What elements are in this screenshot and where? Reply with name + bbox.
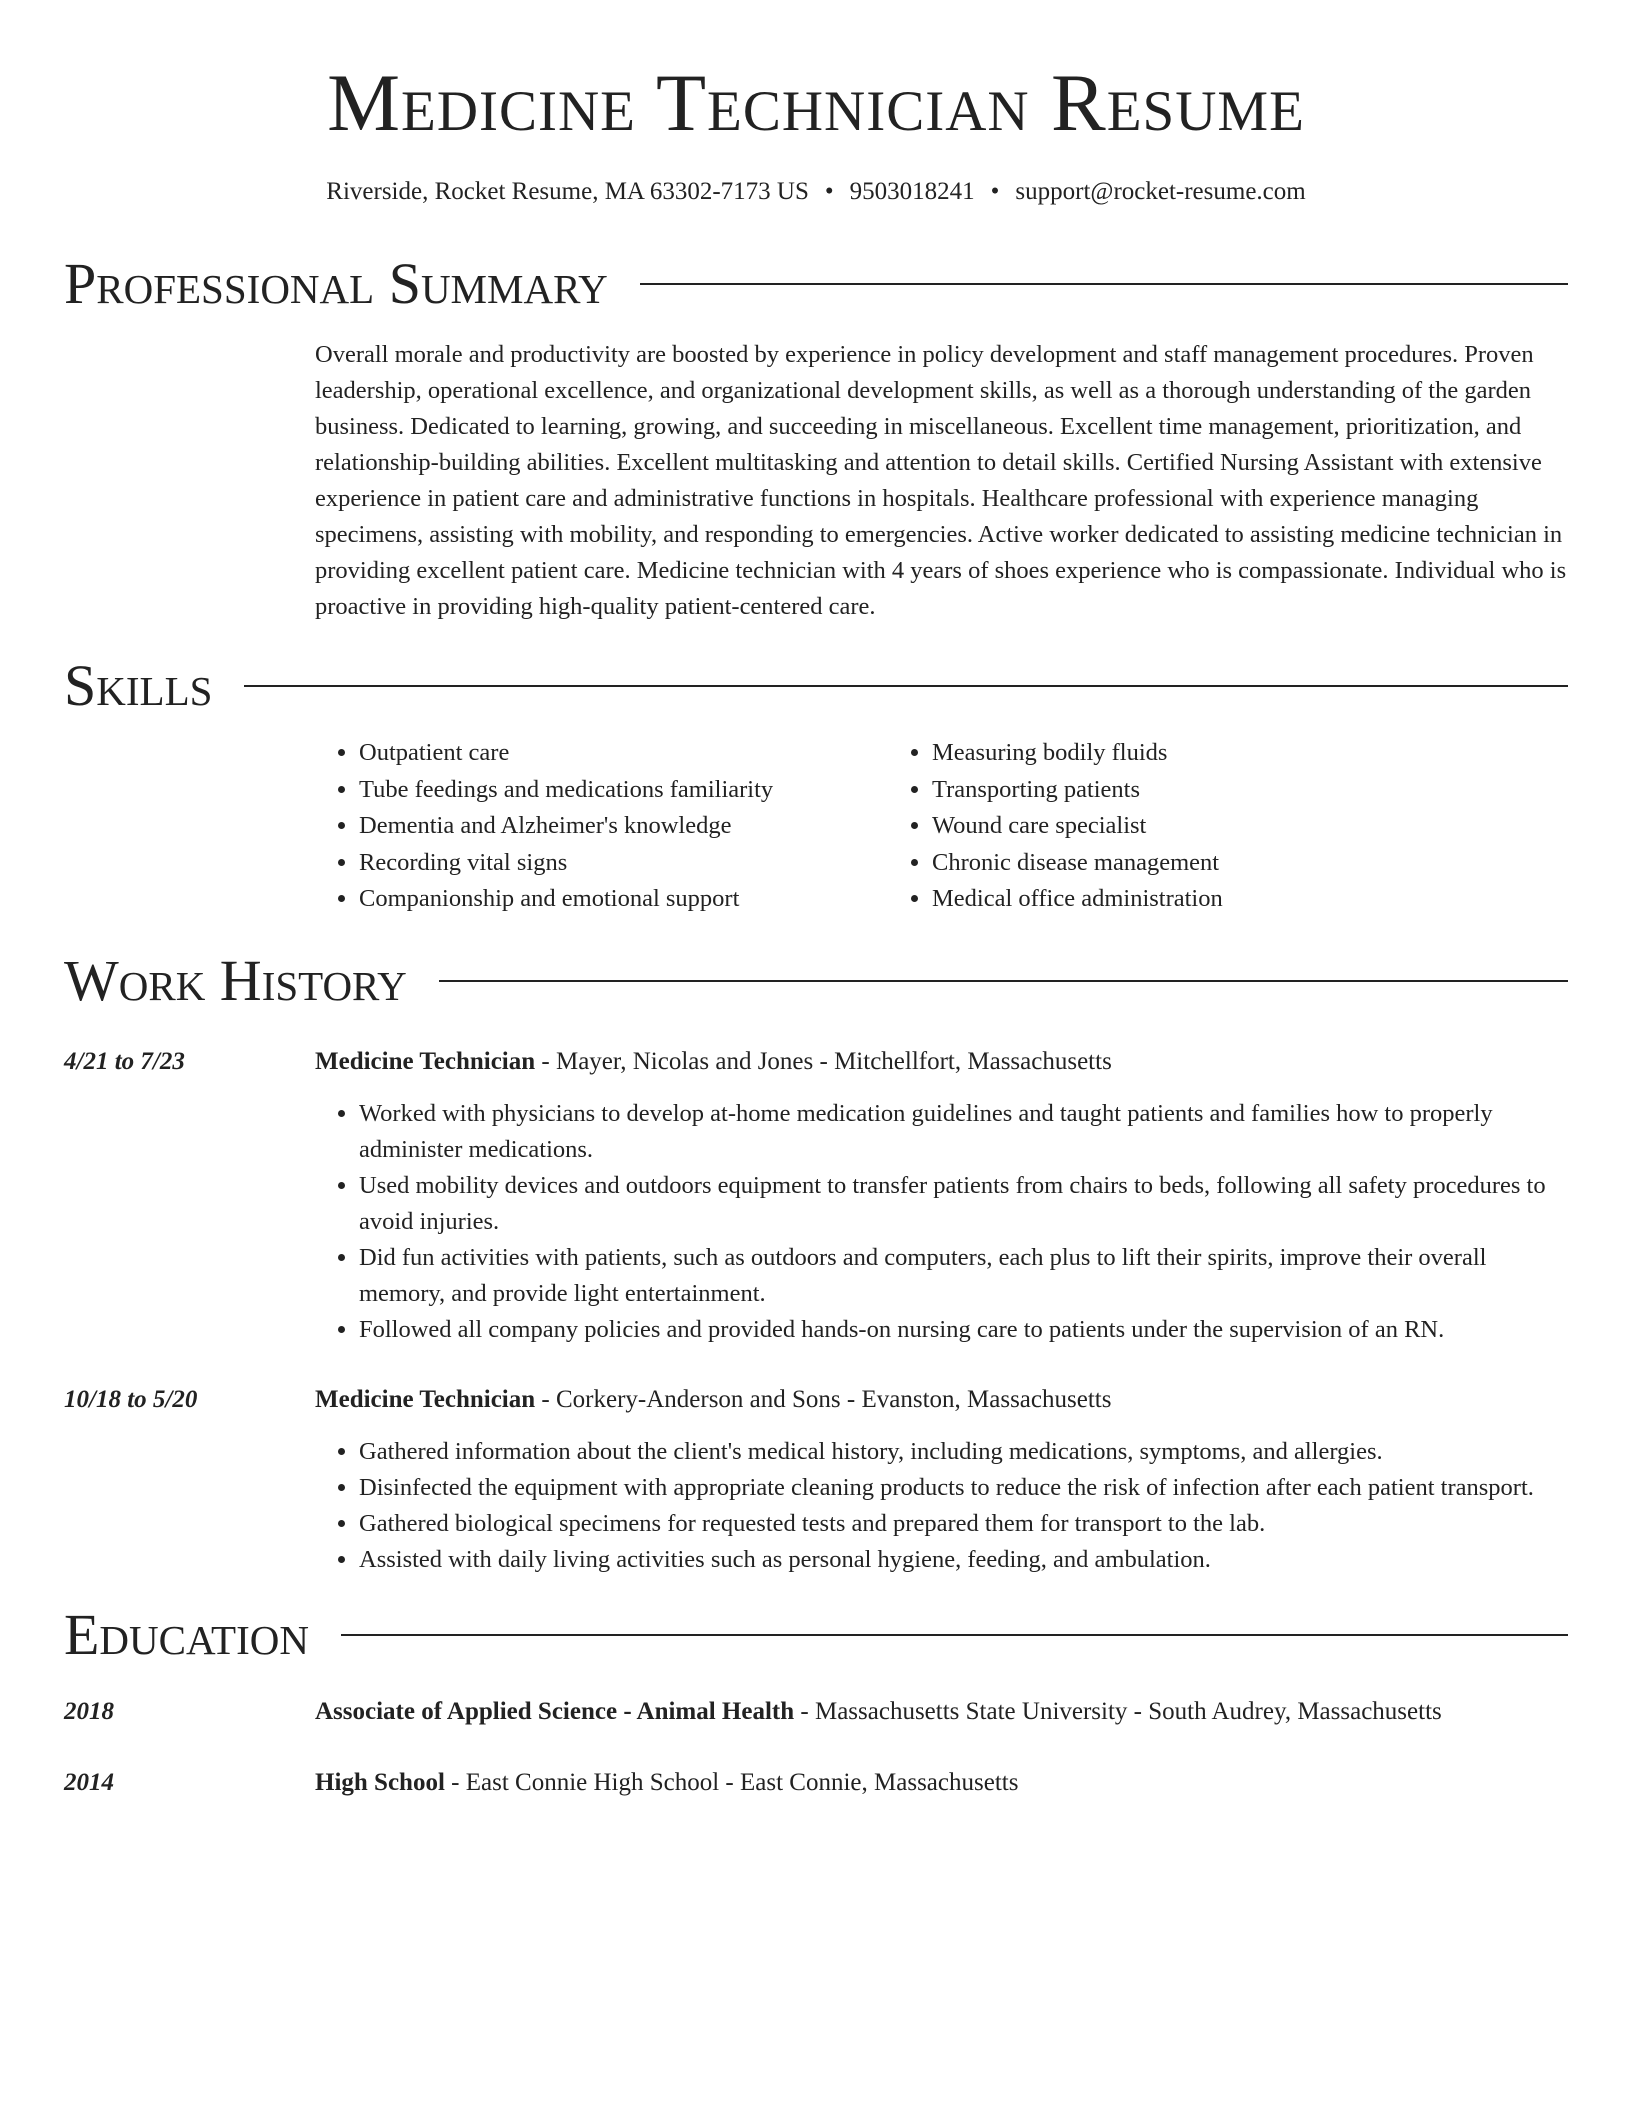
work-bullet: • Assisted with daily living activities such as personal hygiene, feeding, and ambulation. <box>359 1542 1568 1578</box>
skills-list-right <box>888 735 1223 918</box>
skills-list-left <box>315 735 888 918</box>
summary-section-header <box>64 251 1568 316</box>
work-bullet: • Worked with physicians to develop at-home medication guidelines and taught patients and families how to properly administer medications. <box>359 1096 1568 1168</box>
job-title: Medicine Technician <box>315 1047 536 1075</box>
section-divider <box>640 283 1568 285</box>
work-entry <box>64 1044 1568 1348</box>
skill-item: • Recording vital signs <box>359 845 888 882</box>
education-school: - Massachusetts State University - South Audrey, Massachusetts <box>794 1697 1442 1725</box>
summary-text: Overall morale and productivity are boosted by experience in policy development and staff management procedures. Proven leadership, operational excellence, and organizational development skills, as well as a thorough understanding of the garden business. Dedicated to learning, growing, and succeeding in miscellaneous. Excellent time management, prioritization, and relationship-building abilities. Excellent multitasking and attention to detail skills. Certified Nursing Assistant with extensive experience in patient care and administrative functions in hospitals. Healthcare professional with experience managing specimens, assisting with mobility, and responding to emergencies. Active worker dedicated to assisting medicine technician in providing excellent patient care. Medicine technician with 4 years of shoes experience who is compassionate. Individual who is proactive in providing high-quality patient-centered care. <box>315 341 1567 620</box>
skill-item: • Outpatient care <box>359 735 888 772</box>
skill-item: • Tube feedings and medications familiarity <box>359 772 888 809</box>
contact-email: support@rocket-resume.com <box>1015 178 1306 205</box>
contact-separator: • <box>824 178 834 205</box>
work-role-line <box>315 1044 1568 1080</box>
work-heading: Work History <box>64 947 407 1013</box>
education-degree: Associate of Applied Science - Animal Health <box>315 1697 795 1725</box>
education-school: - East Connie High School - East Connie, Massachusetts <box>444 1768 1019 1796</box>
work-entry-body <box>315 1044 1568 1348</box>
education-year: 2014 <box>64 1768 114 1796</box>
work-bullet: • Followed all company policies and provided hands-on nursing care to patients under the supervision of an RN. <box>359 1312 1568 1348</box>
education-entry <box>64 1765 1568 1801</box>
skill-item: • Companionship and emotional support <box>359 881 888 918</box>
work-bullets <box>315 1434 1568 1578</box>
work-date: 4/21 to 7/23 <box>64 1047 185 1075</box>
education-entry <box>64 1694 1568 1730</box>
section-divider <box>439 980 1568 982</box>
job-employer: - Corkery-Anderson and Sons - Evanston, Massachusetts <box>535 1385 1112 1413</box>
work-entry-body <box>315 1382 1568 1578</box>
work-bullet: • Used mobility devices and outdoors equipment to transfer patients from chairs to beds, following all safety procedures to avoid injuries. <box>359 1168 1568 1240</box>
contact-phone: 9503018241 <box>849 178 975 205</box>
work-bullet: • Gathered biological specimens for requested tests and prepared them for transport to the lab. <box>359 1506 1568 1542</box>
contact-address: Riverside, Rocket Resume, MA 63302-7173 US <box>326 178 809 205</box>
education-heading: Education <box>64 1601 309 1667</box>
skill-item: • Transporting patients <box>932 772 1223 809</box>
section-divider <box>341 1634 1568 1636</box>
section-divider <box>244 685 1568 687</box>
work-section-header <box>64 947 1568 1013</box>
skills-heading: Skills <box>64 653 213 718</box>
skills-grid <box>315 735 1568 918</box>
work-bullets <box>315 1096 1568 1348</box>
skill-item: • Wound care specialist <box>932 808 1223 845</box>
education-line <box>315 1694 1568 1730</box>
job-title: Medicine Technician <box>315 1385 536 1413</box>
skill-item: • Dementia and Alzheimer's knowledge <box>359 808 888 845</box>
summary-heading: Professional Summary <box>64 251 608 316</box>
education-section-header <box>64 1601 1568 1667</box>
contact-line <box>64 177 1568 207</box>
work-role-line <box>315 1382 1568 1418</box>
work-bullet: • Disinfected the equipment with appropriate cleaning products to reduce the risk of infection after each patient transport. <box>359 1470 1568 1506</box>
education-entry-body <box>315 1694 1568 1730</box>
contact-separator: • <box>990 178 1000 205</box>
work-date: 10/18 to 5/20 <box>64 1385 198 1413</box>
education-entry-body <box>315 1765 1568 1801</box>
work-entry <box>64 1382 1568 1578</box>
skill-item: • Medical office administration <box>932 881 1223 918</box>
work-bullet: • Gathered information about the client's medical history, including medications, symptoms, and allergies. <box>359 1434 1568 1470</box>
education-year: 2018 <box>64 1697 114 1725</box>
skills-section-header <box>64 653 1568 718</box>
work-bullet: • Did fun activities with patients, such as outdoors and computers, each plus to lift their spirits, improve their overall memory, and provide light entertainment. <box>359 1240 1568 1312</box>
skill-item: • Measuring bodily fluids <box>932 735 1223 772</box>
job-employer: - Mayer, Nicolas and Jones - Mitchellfort, Massachusetts <box>535 1047 1112 1075</box>
resume-title: Medicine Technician Resume <box>327 57 1305 148</box>
education-line <box>315 1765 1568 1801</box>
education-degree: High School <box>315 1768 445 1796</box>
skill-item: • Chronic disease management <box>932 845 1223 882</box>
